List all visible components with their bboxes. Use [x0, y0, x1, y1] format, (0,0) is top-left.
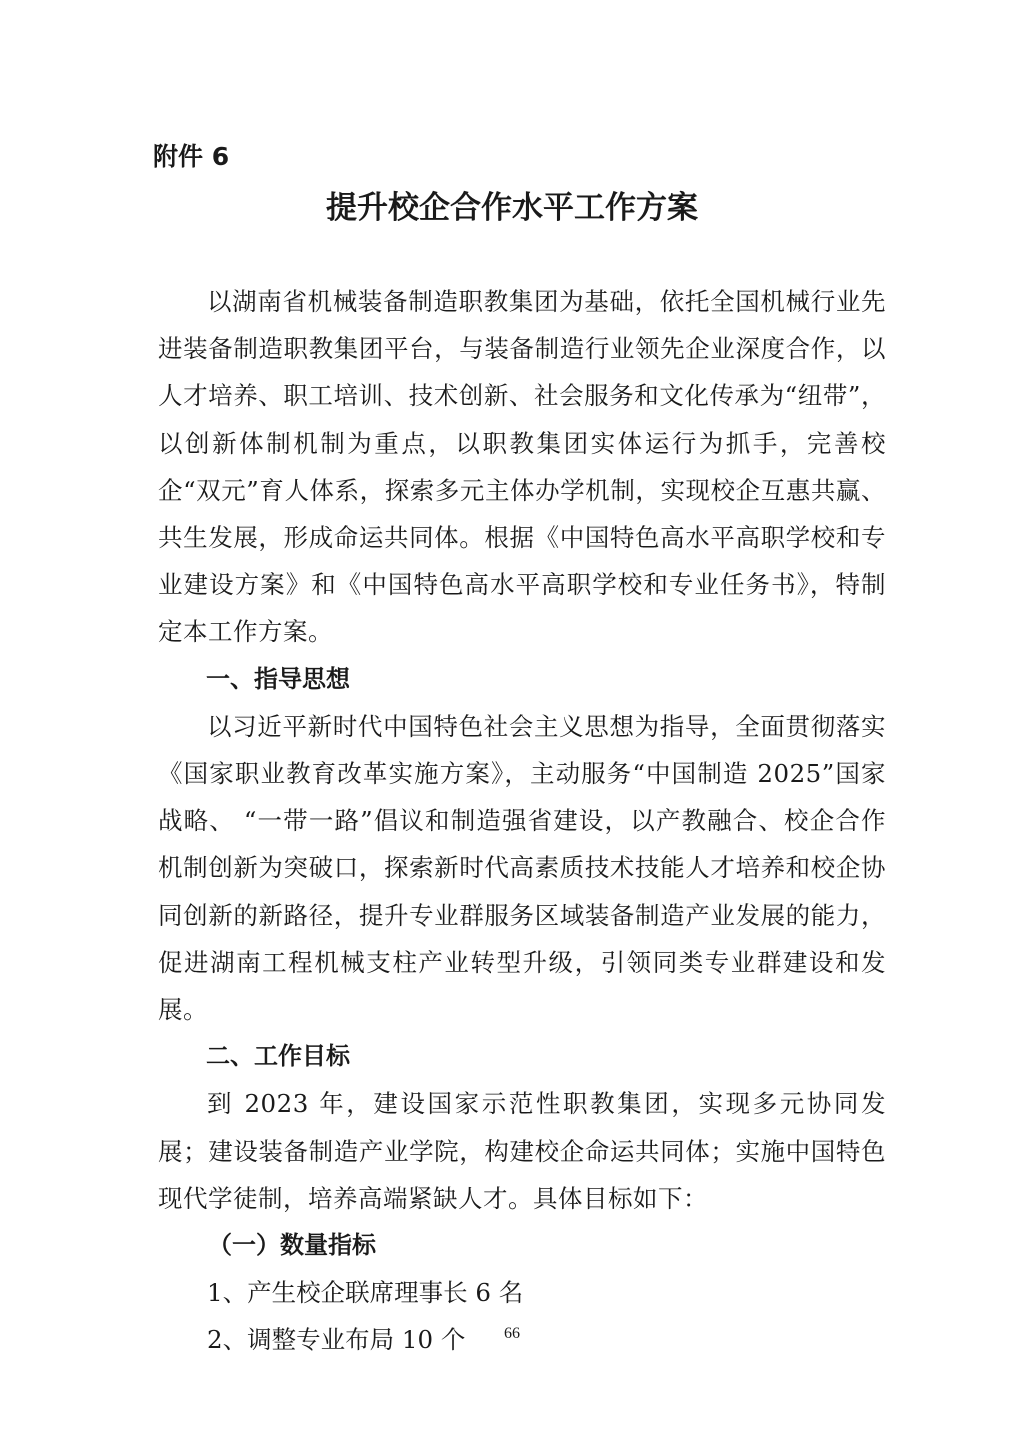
attachment-label: 附件 6 — [153, 142, 230, 171]
work-goals-paragraph: 到 2023 年，建设国家示范性职教集团，实现多元协同发展；建设装备制造产业学院，构建校企命运共同体；实施中国特色现代学徒制，培养高端紧缺人才。具体目标如下： — [158, 1089, 886, 1213]
document-title: 提升校企合作水平工作方案 — [326, 190, 698, 226]
section-heading-guiding-ideology: 一、指导思想 — [206, 664, 350, 693]
list-item: 2、调整专业布局 10 个 — [207, 1325, 466, 1355]
subsection-heading-quantity-indicators: （一）数量指标 — [208, 1231, 376, 1260]
section-heading-work-goals: 二、工作目标 — [206, 1042, 350, 1071]
page-number: 66 — [504, 1325, 520, 1342]
intro-paragraph: 以湖南省机械装备制造职教集团为基础，依托全国机械行业先进装备制造职教集团平台，与装备制造行业领先企业深度合作，以人才培养、职工培训、技术创新、社会服务和文化传承为“纽带”，以创新体制机制为重点，以职教集团实体运行为抓手，完善校企“双元”育人体系，探索多元主体办学机制，实现校企互惠共赢、共生发展，形成命运共同体。根据《中国特色高水平高职学校和专业建设方案》和《中国特色高水平高职学校和专业任务书》，特制定本工作方案。 — [158, 287, 886, 647]
guiding-ideology-paragraph: 以习近平新时代中国特色社会主义思想为指导，全面贯彻落实《国家职业教育改革实施方案》，主动服务“中国制造 2025”国家战略、 “一带一路”倡议和制造强省建设，以产教融合、校企合作机制创新为突破口，探索新时代高素质技术技能人才培养和校企协同创新的新路径，提升专业群服务区域装备制造产业发展的能力，促进湖南工程机械支柱产业转型升级，引领同类专业群建设和发展。 — [158, 711, 886, 1025]
list-item: 1、产生校企联席理事长 6 名 — [207, 1278, 524, 1308]
document-body — [158, 278, 886, 1364]
